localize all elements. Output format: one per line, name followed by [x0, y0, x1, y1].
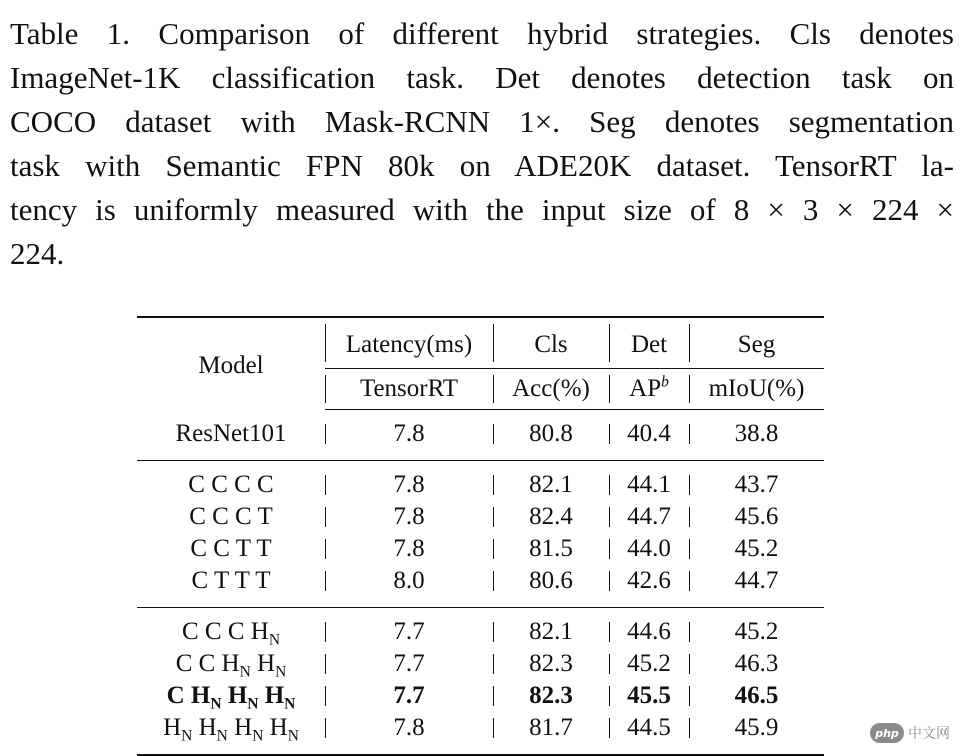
model-part: H	[263, 714, 288, 741]
cell-det: 44.5	[609, 712, 689, 744]
table-row	[137, 501, 824, 533]
spacer-row	[137, 450, 824, 461]
spacer-cell	[325, 597, 493, 608]
model-subscript: N	[252, 727, 264, 745]
cell-det: 44.0	[609, 533, 689, 565]
table-row	[137, 648, 824, 680]
spacer-cell	[493, 744, 609, 755]
subheader-det-sup: b	[661, 373, 669, 391]
cell-det: 40.4	[609, 418, 689, 450]
cell-latency: 7.8	[325, 469, 493, 501]
spacer-cell	[493, 461, 609, 470]
cell-seg: 45.2	[689, 533, 824, 565]
spacer-row	[137, 744, 824, 755]
cell-cls: 80.6	[493, 565, 609, 597]
spacer-cell	[493, 597, 609, 608]
col-header-cls: Cls	[493, 317, 609, 369]
spacer-cell	[609, 461, 689, 470]
spacer-cell	[325, 410, 493, 419]
col-header-model: Model	[137, 317, 325, 410]
table-row	[137, 469, 824, 501]
spacer-cell	[609, 744, 689, 755]
watermark-text: 中文网	[908, 726, 950, 742]
cell-cls: 82.3	[493, 648, 609, 680]
model-part: H	[221, 682, 248, 709]
spacer-cell	[609, 410, 689, 419]
spacer-cell	[689, 597, 824, 608]
cell-seg: 45.6	[689, 501, 824, 533]
cell-det: 42.6	[609, 565, 689, 597]
cell-cls: 81.7	[493, 712, 609, 744]
spacer-row	[137, 608, 824, 617]
cell-model	[137, 616, 325, 648]
cell-model	[137, 418, 325, 450]
cell-seg: 46.3	[689, 648, 824, 680]
spacer-cell	[137, 744, 325, 755]
model-part: C C C H	[181, 618, 269, 645]
cell-seg: 45.2	[689, 616, 824, 648]
cell-model	[137, 501, 325, 533]
results-table-wrapper	[137, 316, 824, 756]
cell-model	[137, 648, 325, 680]
model-subscript: N	[275, 663, 287, 681]
model-part: C C T T	[190, 535, 272, 562]
caption-line: 224.	[10, 236, 65, 271]
cell-seg: 43.7	[689, 469, 824, 501]
cell-model	[137, 680, 325, 712]
caption-line: Table 1. Comparison of different hybrid strategies. Cls denotes	[10, 16, 954, 51]
model-part: H	[258, 682, 285, 709]
table-caption	[10, 12, 954, 276]
model-part: C T T T	[191, 567, 271, 594]
spacer-cell	[325, 608, 493, 617]
cell-model	[137, 469, 325, 501]
cell-seg: 38.8	[689, 418, 824, 450]
table-row	[137, 712, 824, 744]
table-row	[137, 616, 824, 648]
spacer-cell	[689, 450, 824, 461]
caption-line: ImageNet-1K classification task. Det denotes detection task on	[10, 60, 954, 95]
col-header-seg: Seg	[689, 317, 824, 369]
cell-latency: 7.7	[325, 616, 493, 648]
table-row	[137, 565, 824, 597]
col-header-latency: Latency(ms)	[325, 317, 493, 369]
model-subscript: N	[287, 727, 299, 745]
cell-latency: 7.8	[325, 501, 493, 533]
spacer-cell	[609, 608, 689, 617]
cell-latency: 7.7	[325, 680, 493, 712]
spacer-row	[137, 597, 824, 608]
spacer-cell	[325, 461, 493, 470]
subheader-latency: TensorRT	[325, 369, 493, 410]
spacer-cell	[137, 450, 325, 461]
spacer-cell	[493, 608, 609, 617]
spacer-row	[137, 461, 824, 470]
cell-latency: 8.0	[325, 565, 493, 597]
spacer-cell	[493, 410, 609, 419]
model-part: ResNet101	[175, 420, 287, 447]
model-part: H	[163, 714, 182, 741]
cell-det: 45.2	[609, 648, 689, 680]
model-part: C C C C	[188, 471, 274, 498]
spacer-cell	[609, 450, 689, 461]
subheader-det	[609, 369, 689, 410]
model-part: H	[227, 714, 253, 741]
model-subscript: N	[210, 695, 222, 713]
subheader-seg: mIoU(%)	[689, 369, 824, 410]
model-subscript: N	[268, 631, 281, 649]
watermark	[870, 723, 950, 743]
cell-det: 44.1	[609, 469, 689, 501]
model-subscript: N	[181, 727, 193, 745]
spacer-cell	[689, 410, 824, 419]
table-row	[137, 680, 824, 712]
cell-latency: 7.8	[325, 533, 493, 565]
watermark-logo-icon: php	[870, 723, 904, 743]
cell-det: 44.6	[609, 616, 689, 648]
model-part: H	[192, 714, 217, 741]
col-header-det: Det	[609, 317, 689, 369]
subheader-cls: Acc(%)	[493, 369, 609, 410]
spacer-cell	[325, 744, 493, 755]
cell-model	[137, 565, 325, 597]
caption-line: task with Semantic FPN 80k on ADE20K dataset. TensorRT la-	[10, 148, 954, 183]
cell-model	[137, 712, 325, 744]
cell-cls: 82.1	[493, 469, 609, 501]
cell-det: 44.7	[609, 501, 689, 533]
cell-latency: 7.8	[325, 418, 493, 450]
results-table	[137, 316, 824, 756]
spacer-cell	[493, 450, 609, 461]
model-part: C C C T	[189, 503, 273, 530]
spacer-cell	[137, 597, 325, 608]
cell-seg: 44.7	[689, 565, 824, 597]
model-part: H	[250, 650, 276, 677]
spacer-cell	[689, 744, 824, 755]
caption-line: tency is uniformly measured with the input size of 8 × 3 × 224 ×	[10, 192, 954, 227]
cell-seg: 46.5	[689, 680, 824, 712]
cell-cls: 80.8	[493, 418, 609, 450]
model-part: C H	[166, 682, 211, 709]
cell-latency: 7.7	[325, 648, 493, 680]
cell-cls: 82.4	[493, 501, 609, 533]
table-row	[137, 418, 824, 450]
spacer-cell	[689, 608, 824, 617]
spacer-cell	[137, 410, 325, 419]
model-subscript: N	[216, 727, 228, 745]
spacer-cell	[689, 461, 824, 470]
cell-seg: 45.9	[689, 712, 824, 744]
table-row	[137, 533, 824, 565]
cell-det: 45.5	[609, 680, 689, 712]
cell-cls: 82.1	[493, 616, 609, 648]
spacer-cell	[137, 608, 325, 617]
spacer-cell	[137, 461, 325, 470]
cell-cls: 81.5	[493, 533, 609, 565]
model-subscript: N	[247, 695, 259, 713]
cell-model	[137, 533, 325, 565]
model-part: C C H	[175, 650, 240, 677]
spacer-cell	[609, 597, 689, 608]
header-row-1	[137, 317, 824, 369]
spacer-cell	[325, 450, 493, 461]
subheader-det-base: AP	[629, 375, 662, 402]
cell-latency: 7.8	[325, 712, 493, 744]
spacer-row	[137, 410, 824, 419]
cell-cls: 82.3	[493, 680, 609, 712]
model-subscript: N	[284, 695, 296, 713]
model-subscript: N	[239, 663, 251, 681]
table-body	[137, 410, 824, 756]
caption-line: COCO dataset with Mask-RCNN 1×. Seg denotes segmentation	[10, 104, 954, 139]
